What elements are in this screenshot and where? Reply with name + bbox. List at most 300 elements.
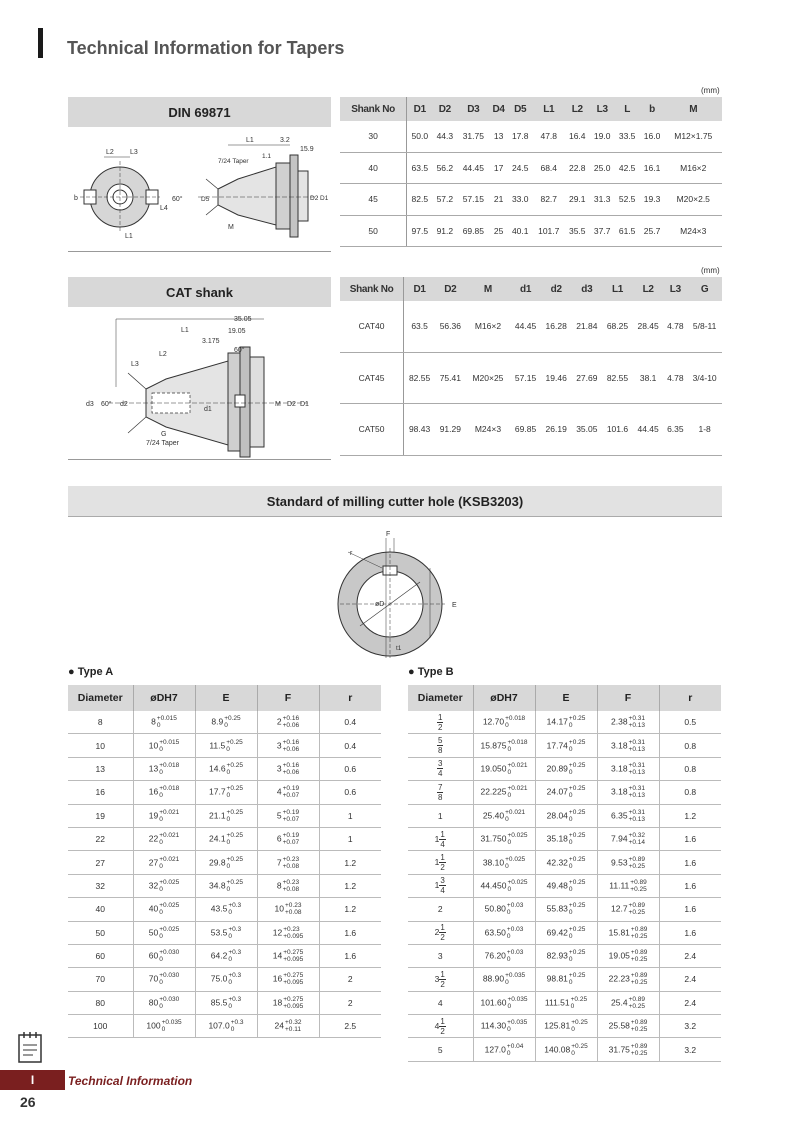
- tolerance-lower: +0.25: [630, 979, 648, 987]
- dh7-cell: [473, 804, 535, 827]
- din-table: [340, 97, 722, 247]
- type-a-table: [68, 685, 381, 1038]
- value: 19.05: [608, 950, 630, 961]
- din-cell: 22.8: [565, 152, 590, 184]
- tolerance-upper: +0.89: [630, 1019, 648, 1027]
- type_a-table-row: [68, 874, 381, 897]
- cat-cell: 1-8: [687, 404, 722, 456]
- cat-cell: 6.35: [663, 404, 687, 456]
- tolerance: [283, 809, 299, 823]
- svg-text:7/24 Taper: 7/24 Taper: [146, 440, 179, 447]
- tolerance-lower: 0: [159, 815, 163, 823]
- tolerance: [231, 1019, 244, 1033]
- type_b-header-cell: r: [659, 685, 721, 711]
- tolerance-lower: +0.25: [628, 862, 645, 870]
- e-cell: [195, 991, 257, 1014]
- dh7-cell: [133, 874, 195, 897]
- din-cell: 16.0: [640, 121, 665, 152]
- svg-text:D5: D5: [201, 196, 210, 203]
- cat-cell: 101.6: [602, 404, 633, 456]
- tolerance: [227, 809, 243, 823]
- svg-text:3.2: 3.2: [280, 137, 290, 144]
- cutter-section-title: Standard of milling cutter hole (KSB3203): [68, 486, 722, 516]
- tolerance-upper: +0.25: [568, 761, 586, 769]
- svg-text:M: M: [275, 401, 281, 408]
- tolerance: [159, 856, 179, 870]
- svg-text:35.05: 35.05: [234, 316, 252, 323]
- value: 25.40: [482, 810, 505, 820]
- tolerance-upper: +0.25: [568, 855, 586, 863]
- tolerance-upper: +0.25: [224, 715, 241, 723]
- tolerance: [569, 949, 585, 963]
- value: 32: [148, 880, 159, 891]
- tolerance-lower: 0: [159, 956, 163, 964]
- f-cell: [257, 898, 319, 921]
- tolerance: [228, 902, 241, 916]
- tolerance-upper: +0.030: [159, 949, 180, 957]
- denominator: 2: [440, 933, 445, 943]
- tolerance-upper: +0.16: [282, 738, 300, 746]
- r-cell: 1.6: [319, 944, 381, 967]
- tolerance: [228, 996, 241, 1010]
- cat-cell: 5/8-11: [687, 301, 722, 352]
- tolerance-lower: 0: [507, 839, 512, 847]
- r-cell: 1.6: [659, 827, 721, 850]
- f-cell: [597, 1015, 659, 1038]
- tolerance-lower: +0.06: [282, 745, 300, 753]
- type_b-header-cell: F: [597, 685, 659, 711]
- svg-text:M: M: [228, 224, 234, 231]
- tolerance-upper: +0.025: [505, 855, 526, 863]
- notepad-icon: [16, 1030, 44, 1064]
- din-header-cell: L2: [565, 97, 590, 121]
- e-cell: [535, 968, 597, 991]
- cat-cell: 38.1: [633, 352, 664, 404]
- din-cell: 19.3: [640, 184, 665, 216]
- value: 49.48: [546, 880, 568, 891]
- value: 3.18: [611, 739, 628, 750]
- r-cell: 2: [319, 968, 381, 991]
- tolerance-lower: 0: [159, 1002, 163, 1010]
- diameter-cell: [68, 944, 133, 967]
- type_a-table-row: [68, 711, 381, 734]
- cat-header-cell: d1: [510, 277, 541, 301]
- e-cell: [535, 921, 597, 944]
- tolerance-lower: +0.13: [628, 815, 645, 823]
- tolerance-lower: 0: [570, 1002, 575, 1010]
- r-cell: 0.6: [319, 781, 381, 804]
- type_a-header-cell: øDH7: [133, 685, 195, 711]
- type_a-header-cell: F: [257, 685, 319, 711]
- tolerance: [285, 1019, 301, 1033]
- din-cell: 24.5: [508, 152, 533, 184]
- r-cell: 3.2: [659, 1038, 721, 1061]
- f-cell: [257, 944, 319, 967]
- tolerance: [569, 832, 585, 846]
- din-header-cell: L: [615, 97, 640, 121]
- svg-text:15.9: 15.9: [300, 146, 314, 153]
- tolerance-lower: 0: [224, 722, 228, 730]
- cat-table-row: [340, 404, 722, 456]
- r-cell: 0.5: [659, 711, 721, 734]
- e-cell: [535, 944, 597, 967]
- value: 22.225: [480, 786, 507, 797]
- din-section-title: DIN 69871: [68, 97, 331, 127]
- tolerance-upper: +0.030: [159, 995, 180, 1003]
- diameter: 19: [95, 810, 105, 821]
- cat-header-cell: D2: [435, 277, 466, 301]
- dh7-cell: [133, 851, 195, 874]
- diameter-cell: [408, 1038, 473, 1061]
- din-cell: 47.8: [533, 121, 565, 152]
- tolerance: [629, 856, 645, 870]
- tolerance-upper: +0.018: [507, 738, 528, 746]
- value: 11.11: [609, 880, 630, 891]
- value: 10: [274, 903, 284, 914]
- f-cell: [257, 757, 319, 780]
- cat-cell: 63.5: [404, 301, 435, 352]
- tolerance: [228, 972, 241, 986]
- tolerance-upper: +0.275: [283, 995, 304, 1003]
- page-title: Technical Information for Tapers: [67, 38, 345, 58]
- svg-text:D1: D1: [320, 195, 329, 202]
- value: 82.93: [546, 950, 568, 961]
- diameter-cell: [408, 944, 473, 967]
- value: 6.35: [611, 810, 628, 820]
- f-cell: [597, 757, 659, 780]
- value: 6: [276, 833, 282, 844]
- cat-header-cell: L3: [663, 277, 687, 301]
- r-cell: 1: [319, 804, 381, 827]
- svg-text:d1: d1: [204, 406, 212, 413]
- tolerance-lower: 0: [568, 745, 573, 753]
- r-cell: 1.6: [659, 851, 721, 874]
- svg-text:L2: L2: [159, 351, 167, 358]
- tolerance: [569, 926, 585, 940]
- tolerance-lower: 0: [159, 979, 163, 987]
- tolerance: [157, 715, 177, 729]
- din-header-cell: D1: [407, 97, 433, 121]
- denominator: 8: [438, 792, 443, 802]
- value: 21.1: [209, 810, 226, 820]
- value: 14.17: [546, 716, 568, 727]
- tolerance: [227, 762, 243, 776]
- f-cell: [597, 874, 659, 897]
- cat-header-cell: Shank No: [340, 277, 404, 301]
- tolerance-upper: +0.025: [159, 878, 180, 886]
- din-cell: 44.45: [457, 152, 489, 184]
- tolerance-upper: +0.31: [628, 738, 645, 746]
- diameter-cell: [68, 1015, 133, 1038]
- f-cell: [597, 734, 659, 757]
- tolerance-upper: +0.25: [568, 902, 586, 910]
- tolerance: [507, 1043, 523, 1057]
- din-cell: 97.5: [407, 215, 433, 247]
- svg-text:E: E: [452, 602, 457, 609]
- tolerance-lower: 0: [226, 792, 231, 800]
- value: 50.80: [484, 903, 506, 914]
- value: 98.81: [546, 973, 568, 984]
- tolerance: [569, 762, 585, 776]
- tolerance: [507, 996, 527, 1010]
- f-cell: [257, 827, 319, 850]
- numerator: 1: [440, 1016, 445, 1026]
- tolerance-lower: 0: [568, 979, 573, 987]
- tolerance-lower: +0.06: [282, 722, 300, 730]
- cat-header-cell: d2: [541, 277, 572, 301]
- diameter-cell: [408, 1015, 473, 1038]
- r-cell: 2.4: [659, 944, 721, 967]
- tolerance-lower: 0: [507, 745, 512, 753]
- tolerance: [505, 972, 525, 986]
- tolerance-lower: 0: [226, 815, 231, 823]
- e-cell: [535, 804, 597, 827]
- tolerance: [283, 926, 303, 940]
- din-cell: 101.7: [533, 215, 565, 247]
- tolerance: [226, 739, 242, 753]
- e-cell: [535, 781, 597, 804]
- tolerance-upper: +0.89: [630, 1042, 648, 1050]
- tolerance: [571, 1043, 587, 1057]
- value: 125.81: [544, 1020, 571, 1031]
- cat-cell: 98.43: [404, 404, 435, 456]
- cat-cell: CAT50: [340, 404, 404, 456]
- din-cell: 17.8: [508, 121, 533, 152]
- tolerance: [507, 832, 527, 846]
- cat-cell: 26.19: [541, 404, 572, 456]
- tolerance: [224, 715, 240, 729]
- svg-text:60°: 60°: [234, 347, 245, 354]
- denominator: 4: [440, 839, 445, 849]
- f-cell: [597, 1038, 659, 1061]
- r-cell: 0.8: [659, 781, 721, 804]
- tolerance-upper: +0.19: [282, 832, 300, 840]
- diameter-whole: 3: [437, 951, 443, 962]
- diameter: 60: [95, 951, 105, 962]
- din-cell: 63.5: [407, 152, 433, 184]
- tolerance-lower: +0.08: [282, 885, 300, 893]
- tolerance-lower: +0.25: [630, 956, 648, 964]
- diameter: 80: [95, 997, 105, 1008]
- tolerance-lower: +0.08: [285, 909, 302, 917]
- cat-cell: 4.78: [663, 352, 687, 404]
- tolerance-lower: 0: [571, 1026, 575, 1034]
- value: 50: [148, 926, 159, 937]
- tolerance: [227, 856, 243, 870]
- tolerance-lower: 0: [507, 1026, 511, 1034]
- svg-text:L3: L3: [131, 361, 139, 368]
- value: 75.0: [210, 973, 228, 984]
- numerator: 1: [440, 853, 445, 863]
- denominator: 8: [438, 746, 443, 756]
- e-cell: [195, 827, 257, 850]
- type_b-table-row: [408, 921, 721, 944]
- e-cell: [535, 851, 597, 874]
- din-cell: 52.5: [615, 184, 640, 216]
- tolerance-lower: +0.14: [628, 839, 645, 847]
- tolerance-upper: +0.3: [230, 1019, 244, 1027]
- tolerance-lower: +0.07: [282, 815, 300, 823]
- tolerance-upper: +0.25: [226, 761, 243, 769]
- r-cell: 1.2: [319, 898, 381, 921]
- diameter: 27: [95, 857, 105, 868]
- numerator: 3: [438, 759, 443, 769]
- e-cell: [195, 757, 257, 780]
- din-header-cell: D2: [432, 97, 457, 121]
- value: 28.04: [546, 810, 568, 820]
- value: 17.74: [546, 739, 568, 750]
- tolerance-lower: 0: [156, 722, 161, 730]
- e-cell: [195, 711, 257, 734]
- tolerance: [569, 879, 585, 893]
- tolerance: [159, 879, 179, 893]
- denominator: 2: [440, 1026, 445, 1036]
- tolerance-lower: 0: [505, 722, 509, 730]
- r-cell: 1.2: [319, 874, 381, 897]
- value: 53.5: [210, 926, 228, 937]
- tolerance: [159, 926, 179, 940]
- tolerance-upper: +0.018: [159, 761, 180, 769]
- tolerance: [629, 996, 645, 1010]
- tolerance-upper: +0.25: [568, 715, 586, 723]
- tolerance-upper: +0.25: [568, 738, 586, 746]
- tolerance-lower: 0: [505, 862, 509, 870]
- f-cell: [257, 804, 319, 827]
- r-cell: 1: [319, 827, 381, 850]
- cat-cell: CAT45: [340, 352, 404, 404]
- svg-text:D2: D2: [310, 195, 319, 202]
- tolerance: [569, 785, 585, 799]
- denominator: 2: [438, 722, 443, 732]
- din-header-cell: L3: [590, 97, 615, 121]
- tolerance: [569, 809, 585, 823]
- diameter-fraction: [439, 970, 445, 989]
- type_b-table-row: [408, 968, 721, 991]
- svg-text:D1: D1: [300, 401, 309, 408]
- diameter-cell: [68, 851, 133, 874]
- tolerance: [227, 832, 243, 846]
- tolerance-upper: +0.89: [628, 902, 645, 910]
- tolerance: [629, 902, 645, 916]
- din-unit: (mm): [701, 86, 720, 95]
- type-b-table: [408, 685, 721, 1062]
- value: 44.450: [480, 880, 507, 891]
- r-cell: 1.2: [659, 804, 721, 827]
- tolerance-upper: +0.89: [630, 972, 648, 980]
- tolerance-lower: +0.25: [630, 1049, 648, 1057]
- f-cell: [597, 804, 659, 827]
- tolerance-upper: +0.015: [156, 715, 177, 723]
- tolerance-upper: +0.025: [507, 878, 528, 886]
- value: 3: [276, 763, 282, 774]
- tolerance-upper: +0.31: [628, 715, 645, 723]
- tolerance-upper: +0.04: [506, 1042, 524, 1050]
- numerator: 1: [440, 829, 445, 839]
- diameter-whole: 1: [434, 856, 440, 867]
- din-table-row: [340, 152, 722, 184]
- cat-cell: 35.05: [572, 404, 603, 456]
- dh7-cell: [473, 944, 535, 967]
- type_b-table-row: [408, 874, 721, 897]
- tolerance-upper: +0.025: [159, 902, 180, 910]
- diameter: 10: [95, 740, 105, 751]
- tolerance: [159, 949, 179, 963]
- tolerance-upper: +0.25: [226, 785, 243, 793]
- denominator: 2: [440, 863, 445, 873]
- tolerance-upper: +0.3: [228, 995, 242, 1003]
- value: 8: [151, 716, 156, 727]
- cat-header-cell: L2: [633, 277, 664, 301]
- diameter-whole: 1: [434, 880, 440, 891]
- diameter-fraction: [439, 876, 445, 895]
- type_b-table-row: [408, 827, 721, 850]
- value: 107.0: [208, 1020, 230, 1031]
- dh7-cell: [133, 781, 195, 804]
- diameter-cell: [68, 991, 133, 1014]
- diameter-fraction: [439, 923, 445, 942]
- tolerance-lower: 0: [226, 839, 231, 847]
- diameter-fraction: [439, 830, 445, 849]
- cat-cell: 75.41: [435, 352, 466, 404]
- cat-cell: M20×25: [466, 352, 511, 404]
- e-cell: [195, 851, 257, 874]
- value: 5: [276, 810, 282, 820]
- din-cell: 33.5: [615, 121, 640, 152]
- diameter-cell: [68, 921, 133, 944]
- tolerance-lower: +0.095: [283, 956, 304, 964]
- value: 8: [276, 880, 282, 891]
- type_b-table-row: [408, 898, 721, 921]
- denominator: 4: [438, 769, 443, 779]
- din-cell: 57.15: [457, 184, 489, 216]
- diameter: 50: [95, 927, 105, 938]
- diameter-fraction: [437, 713, 443, 732]
- e-cell: [535, 734, 597, 757]
- cat-cell: 82.55: [404, 352, 435, 404]
- cat-cell: CAT40: [340, 301, 404, 352]
- din-cell: 40: [340, 152, 407, 184]
- diameter: 13: [95, 763, 105, 774]
- cat-cell: 16.28: [541, 301, 572, 352]
- e-cell: [535, 711, 597, 734]
- tolerance-lower: 0: [505, 815, 509, 823]
- value: 64.2: [210, 950, 228, 961]
- diameter-cell: [408, 968, 473, 991]
- tolerance: [159, 739, 179, 753]
- tolerance-upper: +0.89: [630, 949, 648, 957]
- value: 127.0: [484, 1043, 506, 1054]
- tolerance-upper: +0.3: [228, 972, 242, 980]
- value: 27: [148, 856, 159, 867]
- value: 69.42: [546, 926, 568, 937]
- tolerance-lower: 0: [505, 979, 509, 987]
- r-cell: 0.4: [319, 711, 381, 734]
- tolerance: [283, 949, 303, 963]
- dh7-cell: [133, 944, 195, 967]
- tolerance-upper: +0.25: [226, 832, 243, 840]
- value: 60: [148, 950, 159, 961]
- din-drawing: [68, 127, 331, 251]
- tolerance-upper: +0.23: [282, 878, 300, 886]
- svg-text:7/24 Taper: 7/24 Taper: [218, 158, 249, 165]
- svg-text:3.175: 3.175: [202, 338, 220, 345]
- diameter-cell: [408, 781, 473, 804]
- tolerance-upper: +0.19: [282, 808, 300, 816]
- tolerance-lower: +0.08: [282, 862, 300, 870]
- r-cell: 1.6: [659, 921, 721, 944]
- tolerance-upper: +0.31: [628, 785, 645, 793]
- tolerance-upper: +0.19: [282, 785, 300, 793]
